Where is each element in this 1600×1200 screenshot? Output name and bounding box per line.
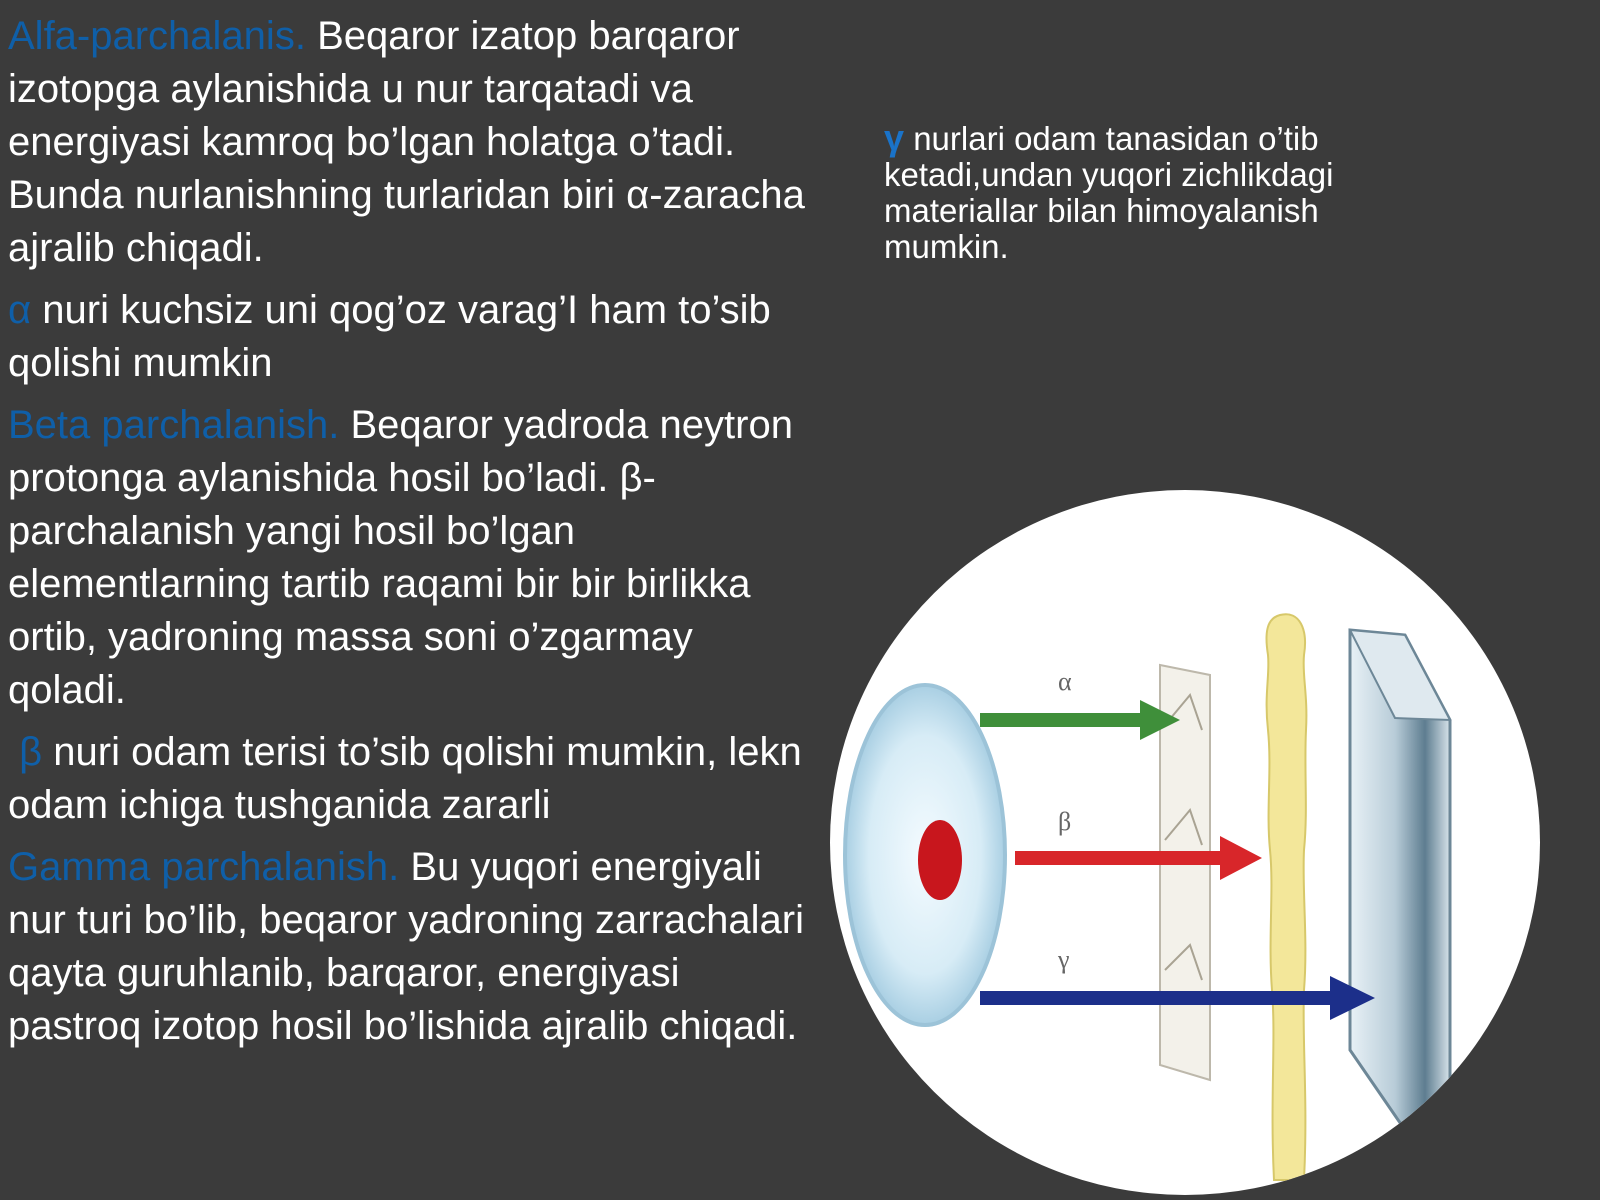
- gamma-note: [884, 117, 1424, 265]
- alpha-paragraph: [8, 10, 808, 275]
- radiation-diagram: [830, 490, 1540, 1195]
- gamma-text: Bu yuqori energiyali nur turi bo’lib, beqaror yadroning zarrachalari qayta guruhlanib, barqaror, energiyasi pastroq izotop hosil bo’lishida ajralib chiqadi.: [8, 845, 804, 1048]
- source-nucleus: [918, 820, 962, 900]
- alpha-heading: Alfa-parchalanis.: [8, 14, 306, 58]
- alpha-label: α: [1058, 667, 1072, 696]
- beta-text: Beqaror yadroda neytron protonga aylanishida hosil bo’ladi. β-parchalanish yangi hosil bo’lgan elementlarning tartib raqami bir bir birlikka ortib, yadroning massa soni o’zgarmay qoladi.: [8, 403, 793, 712]
- beta-paragraph: [8, 399, 808, 717]
- beta-arrow-head: [1220, 836, 1262, 880]
- paper-sheet: [1160, 665, 1210, 1080]
- left-text-column: [8, 10, 808, 1062]
- alpha-symbol: α: [8, 288, 32, 332]
- beta-note-text: nuri odam terisi to’sib qolishi mumkin, lekn odam ichiga tushganida zararli: [8, 730, 802, 827]
- gamma-label: γ: [1058, 945, 1070, 974]
- human-silhouette: [1267, 614, 1307, 1180]
- alpha-note-text: nuri kuchsiz uni qog’oz varag’I ham to’sib qolishi mumkin: [8, 288, 771, 385]
- gamma-heading: Gamma parchalanish.: [8, 845, 400, 889]
- beta-label: β: [1058, 807, 1072, 836]
- alpha-text: Beqaror izatop barqaror izotopga aylanishida u nur tarqatadi va energiyasi kamroq bo’lgan holatga o’tadi. Bunda nurlanishning turlaridan biri α-zaracha ajralib chiqadi.: [8, 14, 805, 270]
- beta-note-paragraph: [8, 726, 808, 832]
- radiation-penetration-figure: [830, 490, 1540, 1195]
- alpha-note-paragraph: [8, 284, 808, 390]
- beta-heading: Beta parchalanish.: [8, 403, 340, 447]
- gamma-paragraph: [8, 841, 808, 1053]
- beta-symbol: β: [19, 730, 43, 774]
- gamma-symbol: γ: [884, 117, 905, 158]
- gamma-note-text: nurlari odam tanasidan o’tib ketadi,undan yuqori zichlikdagi materiallar bilan himoyalanish mumkin.: [884, 120, 1334, 265]
